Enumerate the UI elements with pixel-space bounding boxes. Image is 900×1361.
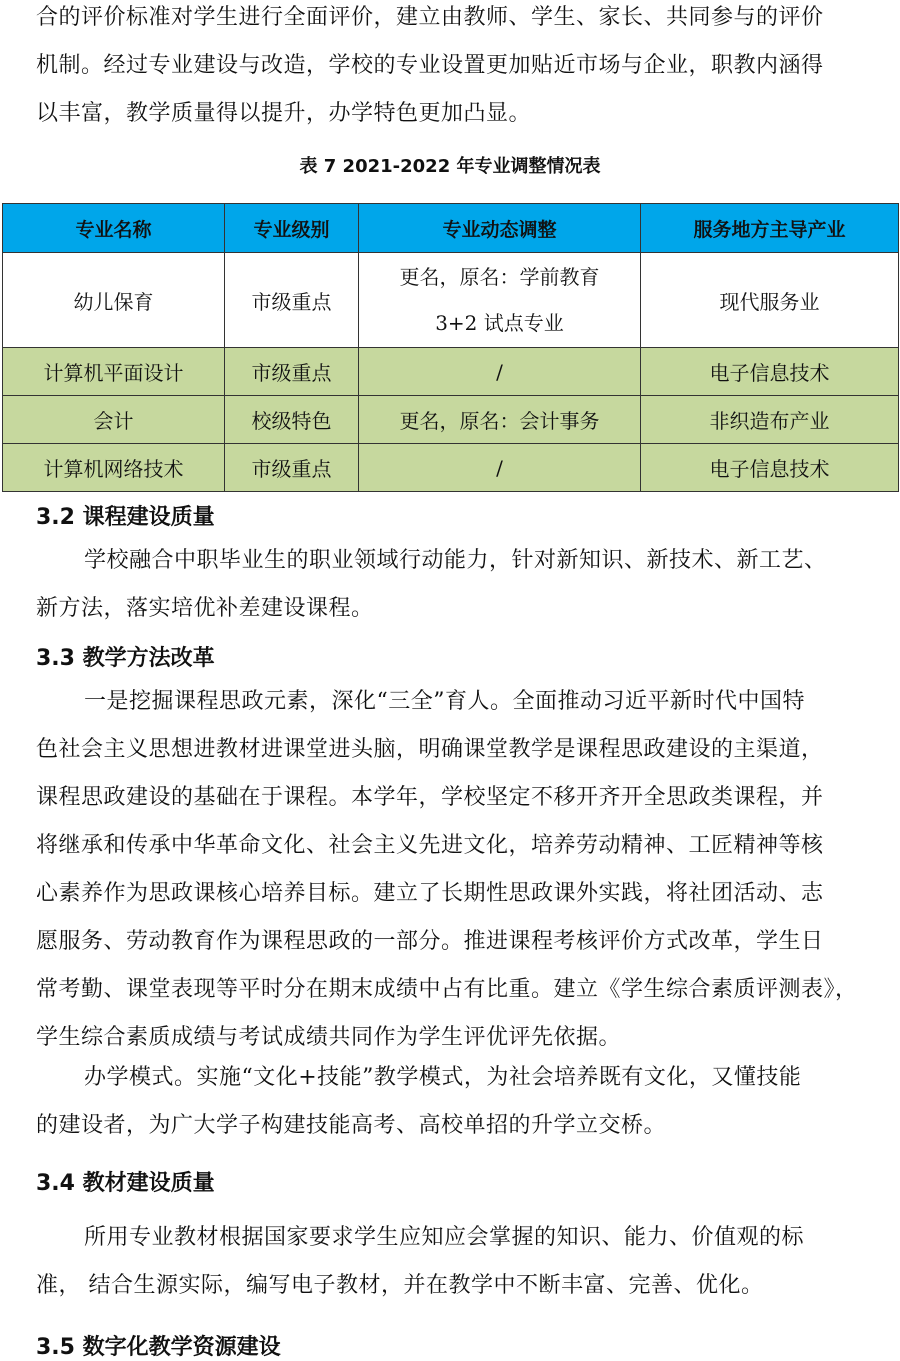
cell-adjust-line: 3+2 试点专业 [435, 311, 564, 335]
section-heading-3-4: 3.4 教材建设质量 [36, 1171, 215, 1196]
intro-paragraph [36, 0, 866, 138]
table-row [3, 253, 899, 348]
section-3-3-paragraph-2 [36, 1054, 866, 1150]
cell-industry: 电子信息技术 [641, 444, 899, 492]
section-heading-3-5: 3.5 数字化教学资源建设 [36, 1335, 281, 1360]
cell-level: 校级特色 [225, 396, 359, 444]
intro-line: 以丰富，教学质量得以提升，办学特色更加凸显。 [36, 101, 532, 126]
table-header-row [3, 204, 899, 253]
table-header: 服务地方主导产业 [641, 204, 899, 253]
cell-level: 市级重点 [225, 348, 359, 396]
table-row [3, 348, 899, 396]
paragraph-line: 所用专业教材根据国家要求学生应知应会掌握的知识、能力、价值观的标 [84, 1225, 805, 1250]
intro-line: 合的评价标准对学生进行全面评价，建立由教师、学生、家长、共同参与的评价 [36, 5, 824, 30]
section-3-2-paragraph [36, 537, 866, 633]
cell-industry: 非织造布产业 [641, 396, 899, 444]
paragraph-line: 课程思政建设的基础在于课程。本学年，学校坚定不移开齐开全思政类课程，并 [36, 785, 824, 810]
section-heading-3-3: 3.3 教学方法改革 [36, 646, 215, 671]
paragraph-line: 新方法，落实培优补差建设课程。 [36, 596, 374, 621]
table-row [3, 444, 899, 492]
section-3-3-paragraph-1 [36, 678, 866, 1062]
cell-level: 市级重点 [225, 253, 359, 348]
paragraph-line: 的建设者，为广大学子构建技能高考、高校单招的升学立交桥。 [36, 1113, 667, 1138]
cell-industry: 电子信息技术 [641, 348, 899, 396]
paragraph-line: 准， 结合生源实际，编写电子教材，并在教学中不断丰富、完善、优化。 [36, 1273, 764, 1298]
cell-level: 市级重点 [225, 444, 359, 492]
cell-adjust [359, 253, 641, 348]
table-header: 专业动态调整 [359, 204, 641, 253]
cell-industry: 现代服务业 [641, 253, 899, 348]
major-adjustment-table [2, 203, 899, 492]
paragraph-line: 愿服务、劳动教育作为课程思政的一部分。推进课程考核评价方式改革，学生日 [36, 929, 824, 954]
cell-name: 会计 [3, 396, 225, 444]
paragraph-line: 办学模式。实施“文化+技能”教学模式，为社会培养既有文化，又懂技能 [84, 1065, 802, 1090]
intro-line: 机制。经过专业建设与改造，学校的专业设置更加贴近市场与企业，职教内涵得 [36, 53, 824, 78]
cell-adjust: / [359, 444, 641, 492]
cell-adjust-line: 更名，原名：学前教育 [399, 265, 600, 289]
cell-adjust: / [359, 348, 641, 396]
cell-name: 幼儿保育 [3, 253, 225, 348]
section-3-4-paragraph [36, 1214, 866, 1310]
paragraph-line: 常考勤、课堂表现等平时分在期末成绩中占有比重。建立《学生综合素质评测表》， [36, 977, 858, 1002]
paragraph-line: 色社会主义思想进教材进课堂进头脑，明确课堂教学是课程思政建设的主渠道， [36, 737, 824, 762]
paragraph-line: 将继承和传承中华革命文化、社会主义先进文化，培养劳动精神、工匠精神等核 [36, 833, 824, 858]
cell-adjust: 更名，原名：会计事务 [359, 396, 641, 444]
section-heading-3-2: 3.2 课程建设质量 [36, 505, 215, 530]
cell-name: 计算机平面设计 [3, 348, 225, 396]
paragraph-line: 学校融合中职毕业生的职业领域行动能力，针对新知识、新技术、新工艺、 [84, 548, 827, 573]
paragraph-line: 一是挖掘课程思政元素，深化“三全”育人。全面推动习近平新时代中国特 [84, 689, 805, 714]
table-header: 专业级别 [225, 204, 359, 253]
paragraph-line: 心素养作为思政课核心培养目标。建立了长期性思政课外实践，将社团活动、志 [36, 881, 824, 906]
table-row [3, 396, 899, 444]
table-caption: 表 7 2021-2022 年专业调整情况表 [299, 156, 601, 177]
paragraph-line: 学生综合素质成绩与考试成绩共同作为学生评优评先依据。 [36, 1025, 622, 1050]
cell-name: 计算机网络技术 [3, 444, 225, 492]
table-header: 专业名称 [3, 204, 225, 253]
